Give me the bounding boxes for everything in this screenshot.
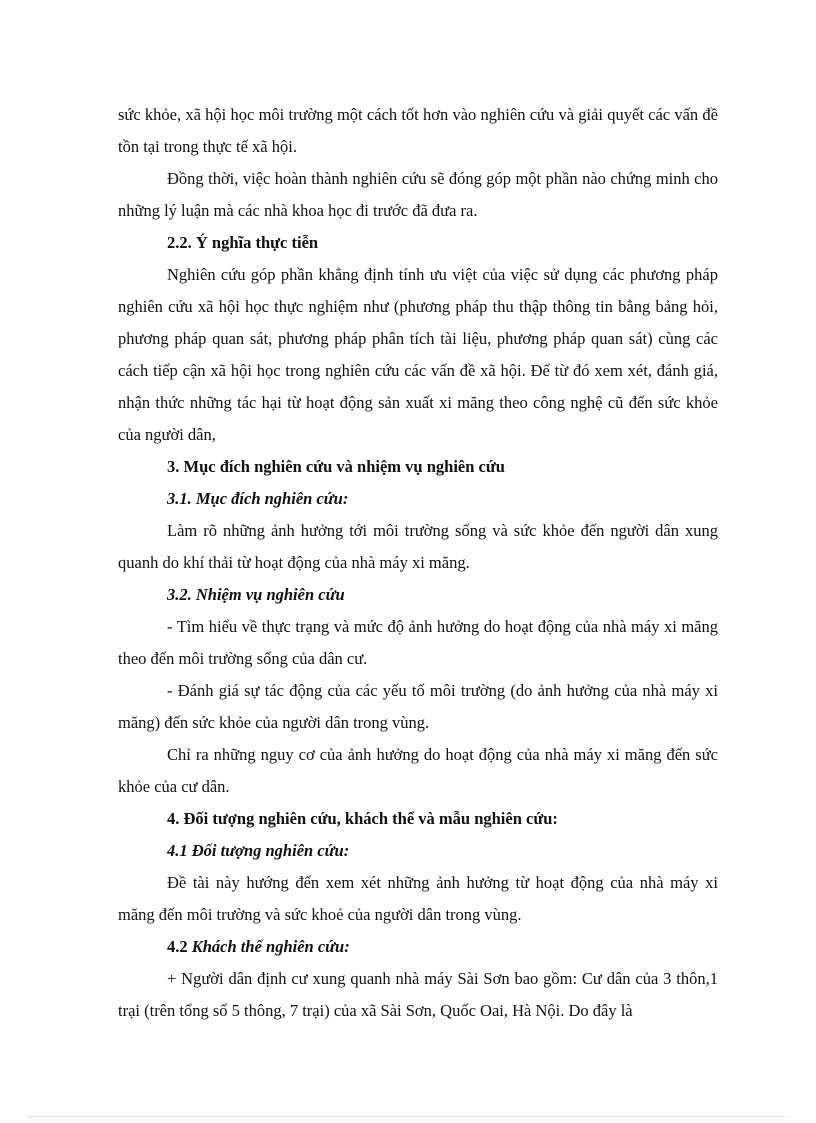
heading-4-2-number: 4.2 bbox=[167, 937, 192, 956]
paragraph-task-2: - Đánh giá sự tác động của các yếu tố môi trường (do ảnh hưởng của nhà máy xi măng) đến sức khỏe của người dân trong vùng. bbox=[118, 681, 718, 732]
heading-4-2 bbox=[118, 931, 718, 963]
paragraph-task-1: - Tìm hiểu về thực trạng và mức độ ảnh hưởng do hoạt động của nhà máy xi măng theo đến môi trường sống của dân cư. bbox=[118, 617, 718, 668]
paragraph-contribution: Đồng thời, việc hoàn thành nghiên cứu sẽ đóng góp một phần nào chứng minh cho những lý luận mà các nhà khoa học đi trước đã đưa ra. bbox=[118, 169, 718, 220]
heading-3-1: 3.1. Mục đích nghiên cứu: bbox=[167, 489, 349, 508]
paragraph-research-subjects: + Người dân định cư xung quanh nhà máy Sài Sơn bao gồm: Cư dân của 3 thôn,1 trại (trên tổng số 5 thông, 7 trại) của xã Sài Sơn, Quốc Oai, Hà Nội. Do đây là bbox=[118, 969, 718, 1020]
heading-2-2: 2.2. Ý nghĩa thực tiễn bbox=[167, 233, 319, 252]
paragraph-research-object: Đề tài này hướng đến xem xét những ảnh hưởng từ hoạt động của nhà máy xi măng đến môi trường và sức khoẻ của người dân trong vùng. bbox=[118, 873, 718, 924]
page-body bbox=[118, 99, 718, 1027]
page-bottom-divider bbox=[28, 1116, 788, 1117]
paragraph-continuation: sức khỏe, xã hội học môi trường một cách tốt hơn vào nghiên cứu và giải quyết các vấn đề tồn tại trong thực tế xã hội. bbox=[118, 105, 718, 156]
heading-4-2-title: Khách thể nghiên cứu: bbox=[191, 937, 350, 956]
heading-3-2: 3.2. Nhiệm vụ nghiên cứu bbox=[167, 585, 345, 604]
paragraph-practical-significance: Nghiên cứu góp phần khẳng định tính ưu việt của việc sử dụng các phương pháp nghiên cứu xã hội học thực nghiệm như (phương pháp thu thập thông tin bằng bảng hỏi, phương pháp quan sát, phương pháp phân tích tài liệu, phương pháp quan sát) cùng các cách tiếp cận xã hội học trong nghiên cứu các vấn đề xã hội. Để từ đó xem xét, đánh giá, nhận thức những tác hại từ hoạt động sản xuất xi măng theo công nghệ cũ đến sức khỏe của người dân, bbox=[118, 265, 718, 444]
paragraph-task-3: Chỉ ra những nguy cơ của ảnh hưởng do hoạt động của nhà máy xi măng đến sức khỏe của cư dân. bbox=[118, 745, 718, 796]
paragraph-research-purpose: Làm rõ những ảnh hưởng tới môi trường sống và sức khỏe đến người dân xung quanh do khí thải từ hoạt động của nhà máy xi măng. bbox=[118, 521, 718, 572]
heading-4: 4. Đối tượng nghiên cứu, khách thể và mẫu nghiên cứu: bbox=[167, 809, 558, 828]
heading-4-1: 4.1 Đối tượng nghiên cứu: bbox=[167, 841, 350, 860]
heading-3: 3. Mục đích nghiên cứu và nhiệm vụ nghiên cứu bbox=[167, 457, 505, 476]
